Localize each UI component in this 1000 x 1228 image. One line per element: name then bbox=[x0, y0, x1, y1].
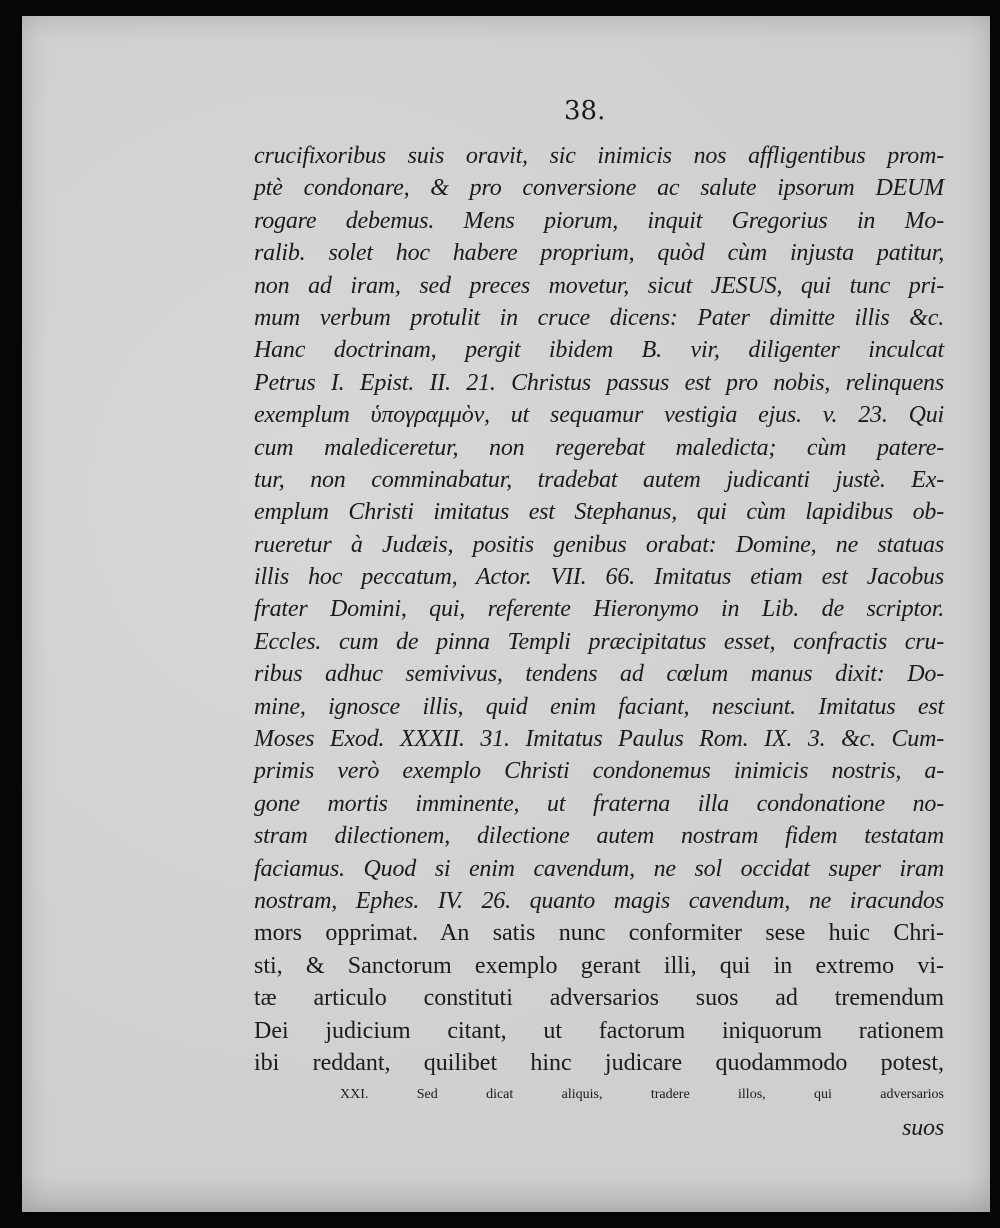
text-line: primis verò exemplo Christi condonemus inimicis nostris, a- bbox=[254, 758, 944, 785]
text-line: exemplum ὑπογραμμὸν, ut sequamur vestigia ejus. v. 23. Qui bbox=[254, 402, 944, 429]
text-line: non ad iram, sed preces movetur, sicut JESUS, qui tunc pri- bbox=[254, 272, 944, 299]
text-line: rogare debemus. Mens piorum, inquit Gregorius in Mo- bbox=[254, 207, 944, 234]
text-line: rueretur à Judæis, positis genibus orabat: Domine, ne statuas bbox=[254, 531, 944, 558]
text-line: emplum Christi imitatus est Stephanus, qui cùm lapidibus ob- bbox=[254, 499, 944, 526]
text-line: tur, non comminabatur, tradebat autem judicanti justè. Ex- bbox=[254, 466, 944, 493]
text-line: illis hoc peccatum, Actor. VII. 66. Imitatus etiam est Jacobus bbox=[254, 564, 944, 591]
text-line: stram dilectionem, dilectione autem nostram fidem testatam bbox=[254, 823, 944, 850]
page-edge-shadow bbox=[22, 1172, 990, 1212]
text-line: Hanc doctrinam, pergit ibidem B. vir, diligenter inculcat bbox=[254, 337, 944, 364]
text-line: tæ articulo constituti adversarios suos ad tremendum bbox=[254, 985, 944, 1012]
text-line: cum malediceretur, non regerebat maledicta; cùm patere- bbox=[254, 434, 944, 461]
text-line: mine, ignosce illis, quid enim faciant, nesciunt. Imitatus est bbox=[254, 693, 944, 720]
catchword: suos bbox=[902, 1114, 944, 1141]
text-line: ptè condonare, & pro conversione ac salute ipsorum DEUM bbox=[254, 175, 944, 202]
text-line: Dei judicium citant, ut factorum iniquorum rationem bbox=[254, 1017, 944, 1044]
body-text bbox=[254, 140, 944, 1144]
text-line: Eccles. cum de pinna Templi præcipitatus esset, confractis cru- bbox=[254, 628, 944, 655]
text-line: ibi reddant, quilibet hinc judicare quodammodo potest, bbox=[254, 1049, 944, 1076]
text-line: mum verbum protulit in cruce dicens: Pater dimitte illis &c. bbox=[254, 304, 944, 331]
document-page bbox=[22, 16, 990, 1212]
text-line: ribus adhuc semivivus, tendens ad cœlum manus dixit: Do- bbox=[254, 661, 944, 688]
text-line: crucifixoribus suis oravit, sic inimicis nos affligentibus prom- bbox=[254, 143, 944, 169]
text-line: Petrus I. Epist. II. 21. Christus passus est pro nobis, relinquens bbox=[254, 369, 944, 396]
text-line: Moses Exod. XXXII. 31. Imitatus Paulus Rom. IX. 3. &c. Cum- bbox=[254, 726, 944, 753]
text-line: nostram, Ephes. IV. 26. quanto magis cavendum, ne iracundos bbox=[254, 887, 944, 914]
text-line: ralib. solet hoc habere proprium, quòd cùm injusta patitur, bbox=[254, 240, 944, 267]
text-line: faciamus. Quod si enim cavendum, ne sol occidat super iram bbox=[254, 855, 944, 882]
text-line: XXI. Sed dicat aliquis, tradere illos, qui adversarios bbox=[340, 1087, 944, 1103]
text-line: frater Domini, qui, referente Hieronymo in Lib. de scriptor. bbox=[254, 596, 944, 623]
text-line: mors opprimat. An satis nunc conformiter sese huic Chri- bbox=[254, 920, 944, 947]
text-line: gone mortis imminente, ut fraterna illa condonatione no- bbox=[254, 790, 944, 817]
text-line: sti, & Sanctorum exemplo gerant illi, qui in extremo vi- bbox=[254, 952, 944, 979]
page-number: 38. bbox=[564, 96, 606, 126]
